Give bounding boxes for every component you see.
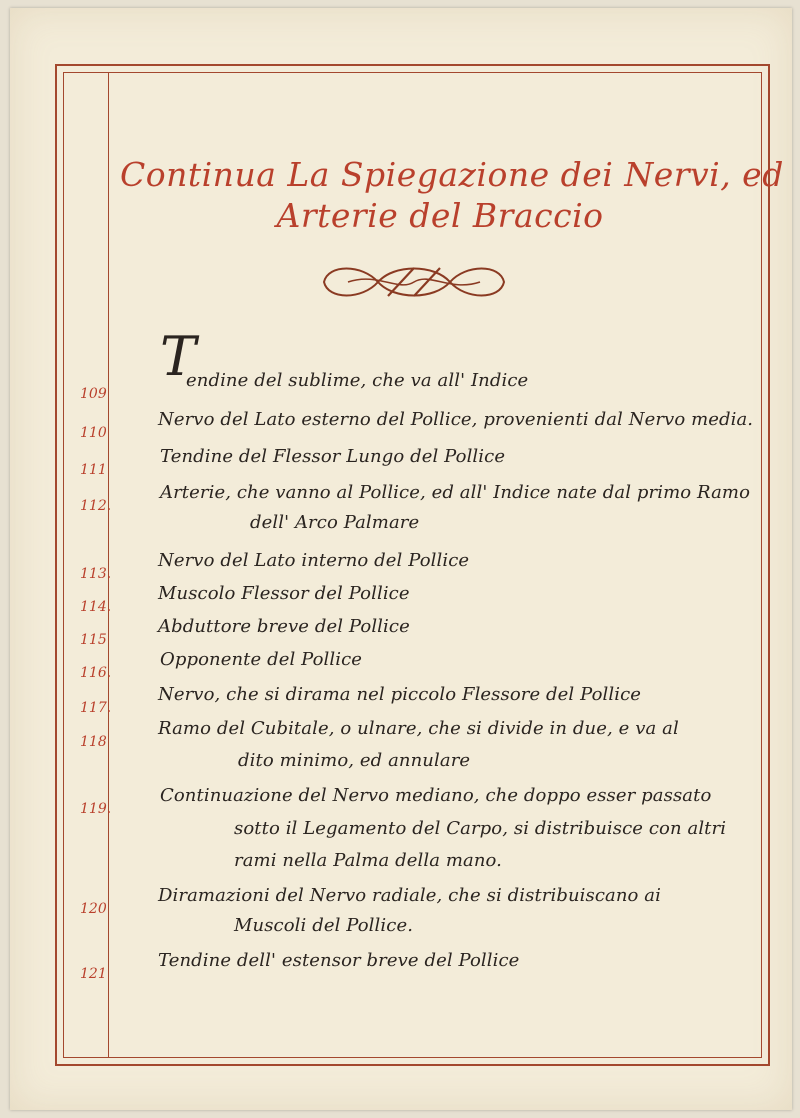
entry-text: Nervo del Lato esterno del Pollice, provenienti dal Nervo media. [158,409,754,430]
entry-number: 111 [80,462,107,478]
entry-text: Arterie, che vanno al Pollice, ed all' Indice nate dal primo Ramo [160,482,751,503]
entry-text-continuation: dito minimo, ed annulare [238,750,471,771]
entry-number: 110 [80,425,107,441]
entry-number: 115 [80,632,107,648]
entry-number: 114. [80,599,112,615]
entry-text: Continuazione del Nervo mediano, che doppo esser passato [160,785,712,806]
entry-number: 121 [80,966,107,982]
entry-number: 109 [80,386,107,402]
entry-text: Ramo del Cubitale, o ulnare, che si divide in due, e va al [158,718,679,739]
title-line-2: Arterie del Braccio [276,196,604,235]
entry-text: Tendine dell' estensor breve del Pollice [158,950,520,971]
drop-cap: T [160,325,197,388]
entry-text: Opponente del Pollice [160,649,363,670]
title-line-1: Continua La Spiegazione dei Nervi, ed [120,155,784,194]
entry-text-continuation: sotto il Legamento del Carpo, si distribuisce con altri [234,818,727,839]
entry-text: Abduttore breve del Pollice [158,616,410,637]
entry-text: Nervo, che si dirama nel piccolo Flessore del Pollice [158,684,642,705]
entry-number: 120 [80,901,107,917]
entry-number: 117. [80,700,112,716]
entry-text: Tendine del Flessor Lungo del Pollice [160,446,506,467]
entry-text: Muscolo Flessor del Pollice [158,583,410,604]
entry-text: Nervo del Lato interno del Pollice [158,550,470,571]
entry-text-continuation: Muscoli del Pollice. [234,915,414,936]
entry-number: 113. [80,566,112,582]
entry-text: Diramazioni del Nervo radiale, che si distribuiscano ai [158,885,661,906]
entry-number: 119. [80,801,112,817]
entry-number: 116. [80,665,112,681]
entry-number: 112. [80,498,112,514]
entry-text-continuation: dell' Arco Palmare [250,512,420,533]
entry-text-continuation: rami nella Palma della mano. [234,850,502,871]
entry-text: endine del sublime, che va all' Indice [186,370,529,391]
entry-number: 118 [80,734,107,750]
